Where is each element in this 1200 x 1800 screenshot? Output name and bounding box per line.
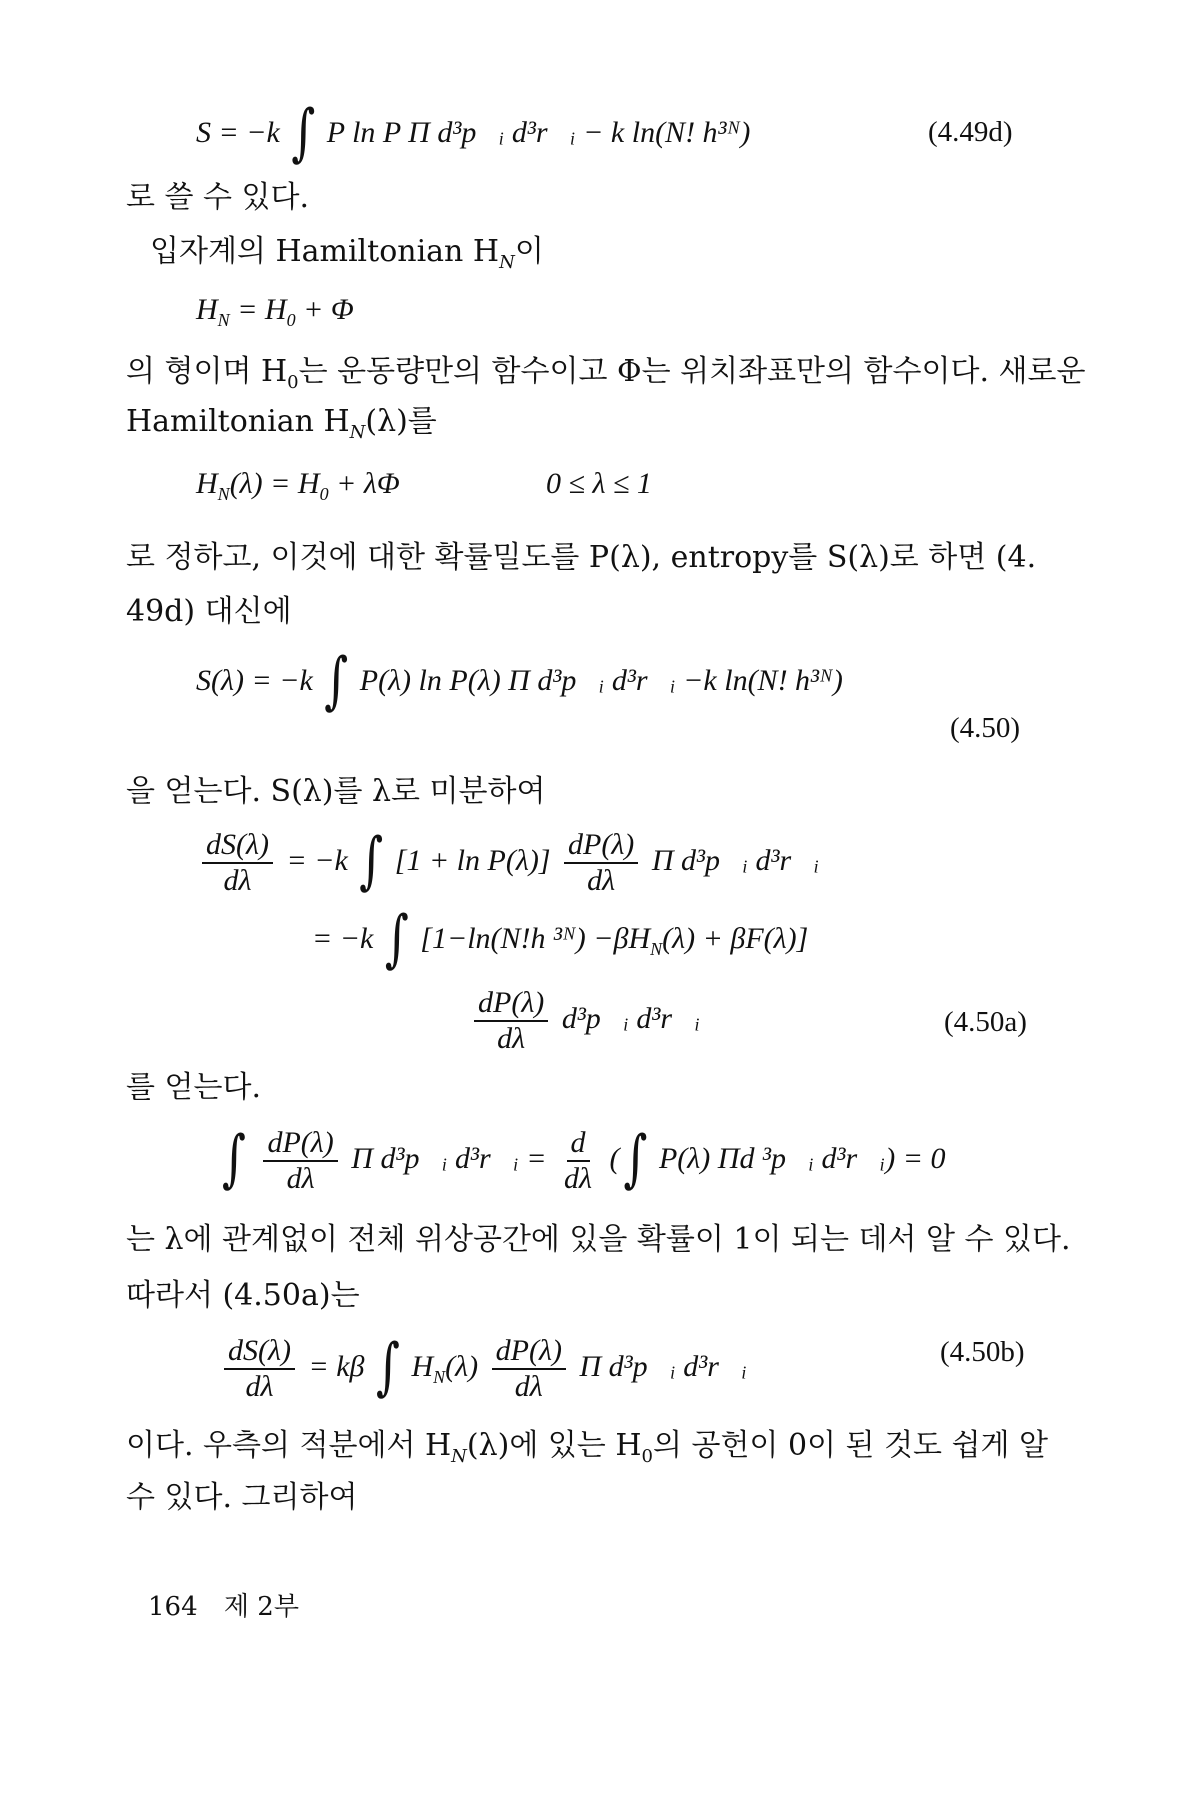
- equation-hamiltonian-lambda: $H_N(\lambda) = H_0 + \lambda\Phi$: [196, 467, 400, 504]
- eq-part: (λ): [445, 1349, 479, 1383]
- integral-sign: ∫: [359, 823, 384, 897]
- page-number: 164: [148, 1592, 198, 1622]
- text-line: 는 λ에 관계없이 전체 위상공간에 있을 확률이 1이 되는 데서 알 수 있다.: [126, 1222, 1071, 1257]
- equation-4-49d: [196, 95, 751, 169]
- eq-part: d³p⃗ᵢ d³r⃗ᵢ: [561, 1001, 701, 1035]
- text-segment: 는 운동량만의 함수이고 Φ는 위치좌표만의 함수이다. 새로운: [298, 354, 1086, 389]
- text-segment: 이다. 우측의 적분에서 H: [126, 1428, 452, 1463]
- text-line: 수 있다. 그리하여: [126, 1480, 358, 1515]
- eq-body: P ln P Π d³p⃗ᵢ d³r⃗ᵢ − k ln(N! h³ᴺ): [326, 116, 751, 149]
- equation-4-50a-line3: [468, 986, 700, 1066]
- text-line: [150, 232, 544, 283]
- integral-sign: ∫: [376, 1329, 400, 1403]
- equation-normalization: ∫ $\frac{dP(\lambda)}{d\lambda}$ Π d³p⃗ᵢ d³r⃗ᵢ = $\frac{d}{d\lambda}$ (∫ P(λ) Πd ³p⃗ᵢ d³r⃗ᵢ) = 0: [222, 1121, 946, 1195]
- equation-number: (4.49d): [928, 116, 1013, 148]
- text-line: 의 형이며 $H_0$는 운동량만의 함수이고 Φ는 위치좌표만의 함수이다. 새로운: [126, 354, 1086, 393]
- fraction: $\frac{d}{d\lambda}$: [564, 1126, 593, 1195]
- integral-sign: ∫: [222, 1121, 246, 1195]
- text-segment: 이: [514, 234, 544, 269]
- text-segment: (λ)를: [365, 404, 437, 439]
- eq-part: = −k: [286, 843, 348, 877]
- text-line: Hamiltonian $H_N(\lambda)$를: [126, 404, 437, 443]
- integral-sign: ∫: [384, 901, 409, 975]
- text-segment: (λ)에 있는 H: [466, 1428, 642, 1463]
- eq-part: = H: [237, 293, 287, 326]
- subscript: N: [433, 1366, 446, 1387]
- equation-range: 0 ≤ λ ≤ 1: [546, 467, 652, 500]
- text-segment: Hamiltonian H: [126, 404, 350, 439]
- eq-part: + λΦ: [336, 467, 400, 500]
- fraction: $\frac{dP(\lambda)}{d\lambda}$: [474, 986, 548, 1056]
- eq-part: + Φ: [303, 293, 354, 326]
- equation-number: (4.50a): [944, 1006, 1027, 1038]
- fraction: $\frac{dP(\lambda)}{d\lambda}$: [492, 1334, 566, 1404]
- eq-part: H: [411, 1349, 434, 1383]
- equation-hamiltonian: $H_N = H_0 + \Phi$: [196, 293, 354, 330]
- fraction: $\frac{dP(\lambda)}{d\lambda}$: [263, 1126, 337, 1196]
- eq-part: [1 + ln P(λ)]: [394, 843, 551, 877]
- fraction: $\frac{dS(\lambda)}{d\lambda}$: [202, 828, 273, 898]
- integral-sign: ∫: [324, 643, 349, 717]
- part-label: 제 2부: [223, 1592, 299, 1622]
- equation-number: (4.50b): [940, 1336, 1025, 1368]
- fraction: $\frac{dS(\lambda)}{d\lambda}$: [224, 1334, 295, 1404]
- eq-lhs: S(λ) = −k: [196, 664, 313, 697]
- eq-part: (λ) + βF(λ)]: [662, 922, 809, 955]
- eq-part: Π d³p⃗ᵢ d³r⃗ᵢ: [651, 843, 820, 877]
- text-line: 을 얻는다. S(λ)를 λ로 미분하여: [126, 774, 546, 809]
- equation-4-50a-line1: [196, 823, 820, 908]
- eq-lhs: S = −k: [196, 116, 280, 149]
- eq-part: Π d³p⃗ᵢ d³r⃗ᵢ =: [351, 1141, 547, 1175]
- eq-part: = kβ: [308, 1349, 365, 1383]
- eq-part: (λ) = H: [229, 467, 320, 500]
- eq-part: [1−ln(N!h ³ᴺ) −βH: [420, 922, 651, 955]
- eq-part: H: [196, 293, 218, 326]
- equation-4-50b: [218, 1329, 747, 1414]
- text-line: 로 쓸 수 있다.: [126, 180, 310, 215]
- subscript: N: [650, 939, 663, 959]
- integral-sign: ∫: [623, 1121, 648, 1195]
- equation-4-50a-line2: [312, 901, 809, 975]
- page-footer: [148, 1586, 299, 1623]
- equation-number: (4.50): [950, 712, 1021, 744]
- text-line: 49d) 대신에: [126, 594, 292, 629]
- equation-4-50: [196, 643, 843, 717]
- text-line: 를 얻는다.: [126, 1070, 261, 1105]
- subscript: N: [499, 252, 515, 273]
- text-line: 따라서 (4.50a)는: [126, 1278, 360, 1313]
- text-segment: 입자계의 Hamiltonian H: [150, 234, 500, 269]
- eq-body: P(λ) ln P(λ) Π d³p⃗ᵢ d³r⃗ᵢ −k ln(N! h³ᴺ): [359, 664, 843, 697]
- text-line: 로 정하고, 이것에 대한 확률밀도를 P(λ), entropy를 S(λ)로 하면 (4.: [126, 540, 1037, 575]
- integral-sign: ∫: [291, 95, 316, 169]
- fraction: $\frac{dP(\lambda)}{d\lambda}$: [564, 828, 638, 898]
- eq-part: = −k: [312, 922, 374, 955]
- eq-part: Π d³p⃗ᵢ d³r⃗ᵢ: [579, 1349, 747, 1383]
- text-line: 이다. 우측의 적분에서 $H_N(\lambda)$에 있는 $H_0$의 공헌이 0이 된 것도 쉽게 알: [126, 1428, 1049, 1467]
- text-segment: 의 공헌이 0이 된 것도 쉽게 알: [652, 1428, 1049, 1463]
- eq-part: P(λ) Πd ³p⃗ᵢ d³r⃗ᵢ) = 0: [658, 1141, 946, 1175]
- text-segment: 의 형이며 H: [126, 354, 288, 389]
